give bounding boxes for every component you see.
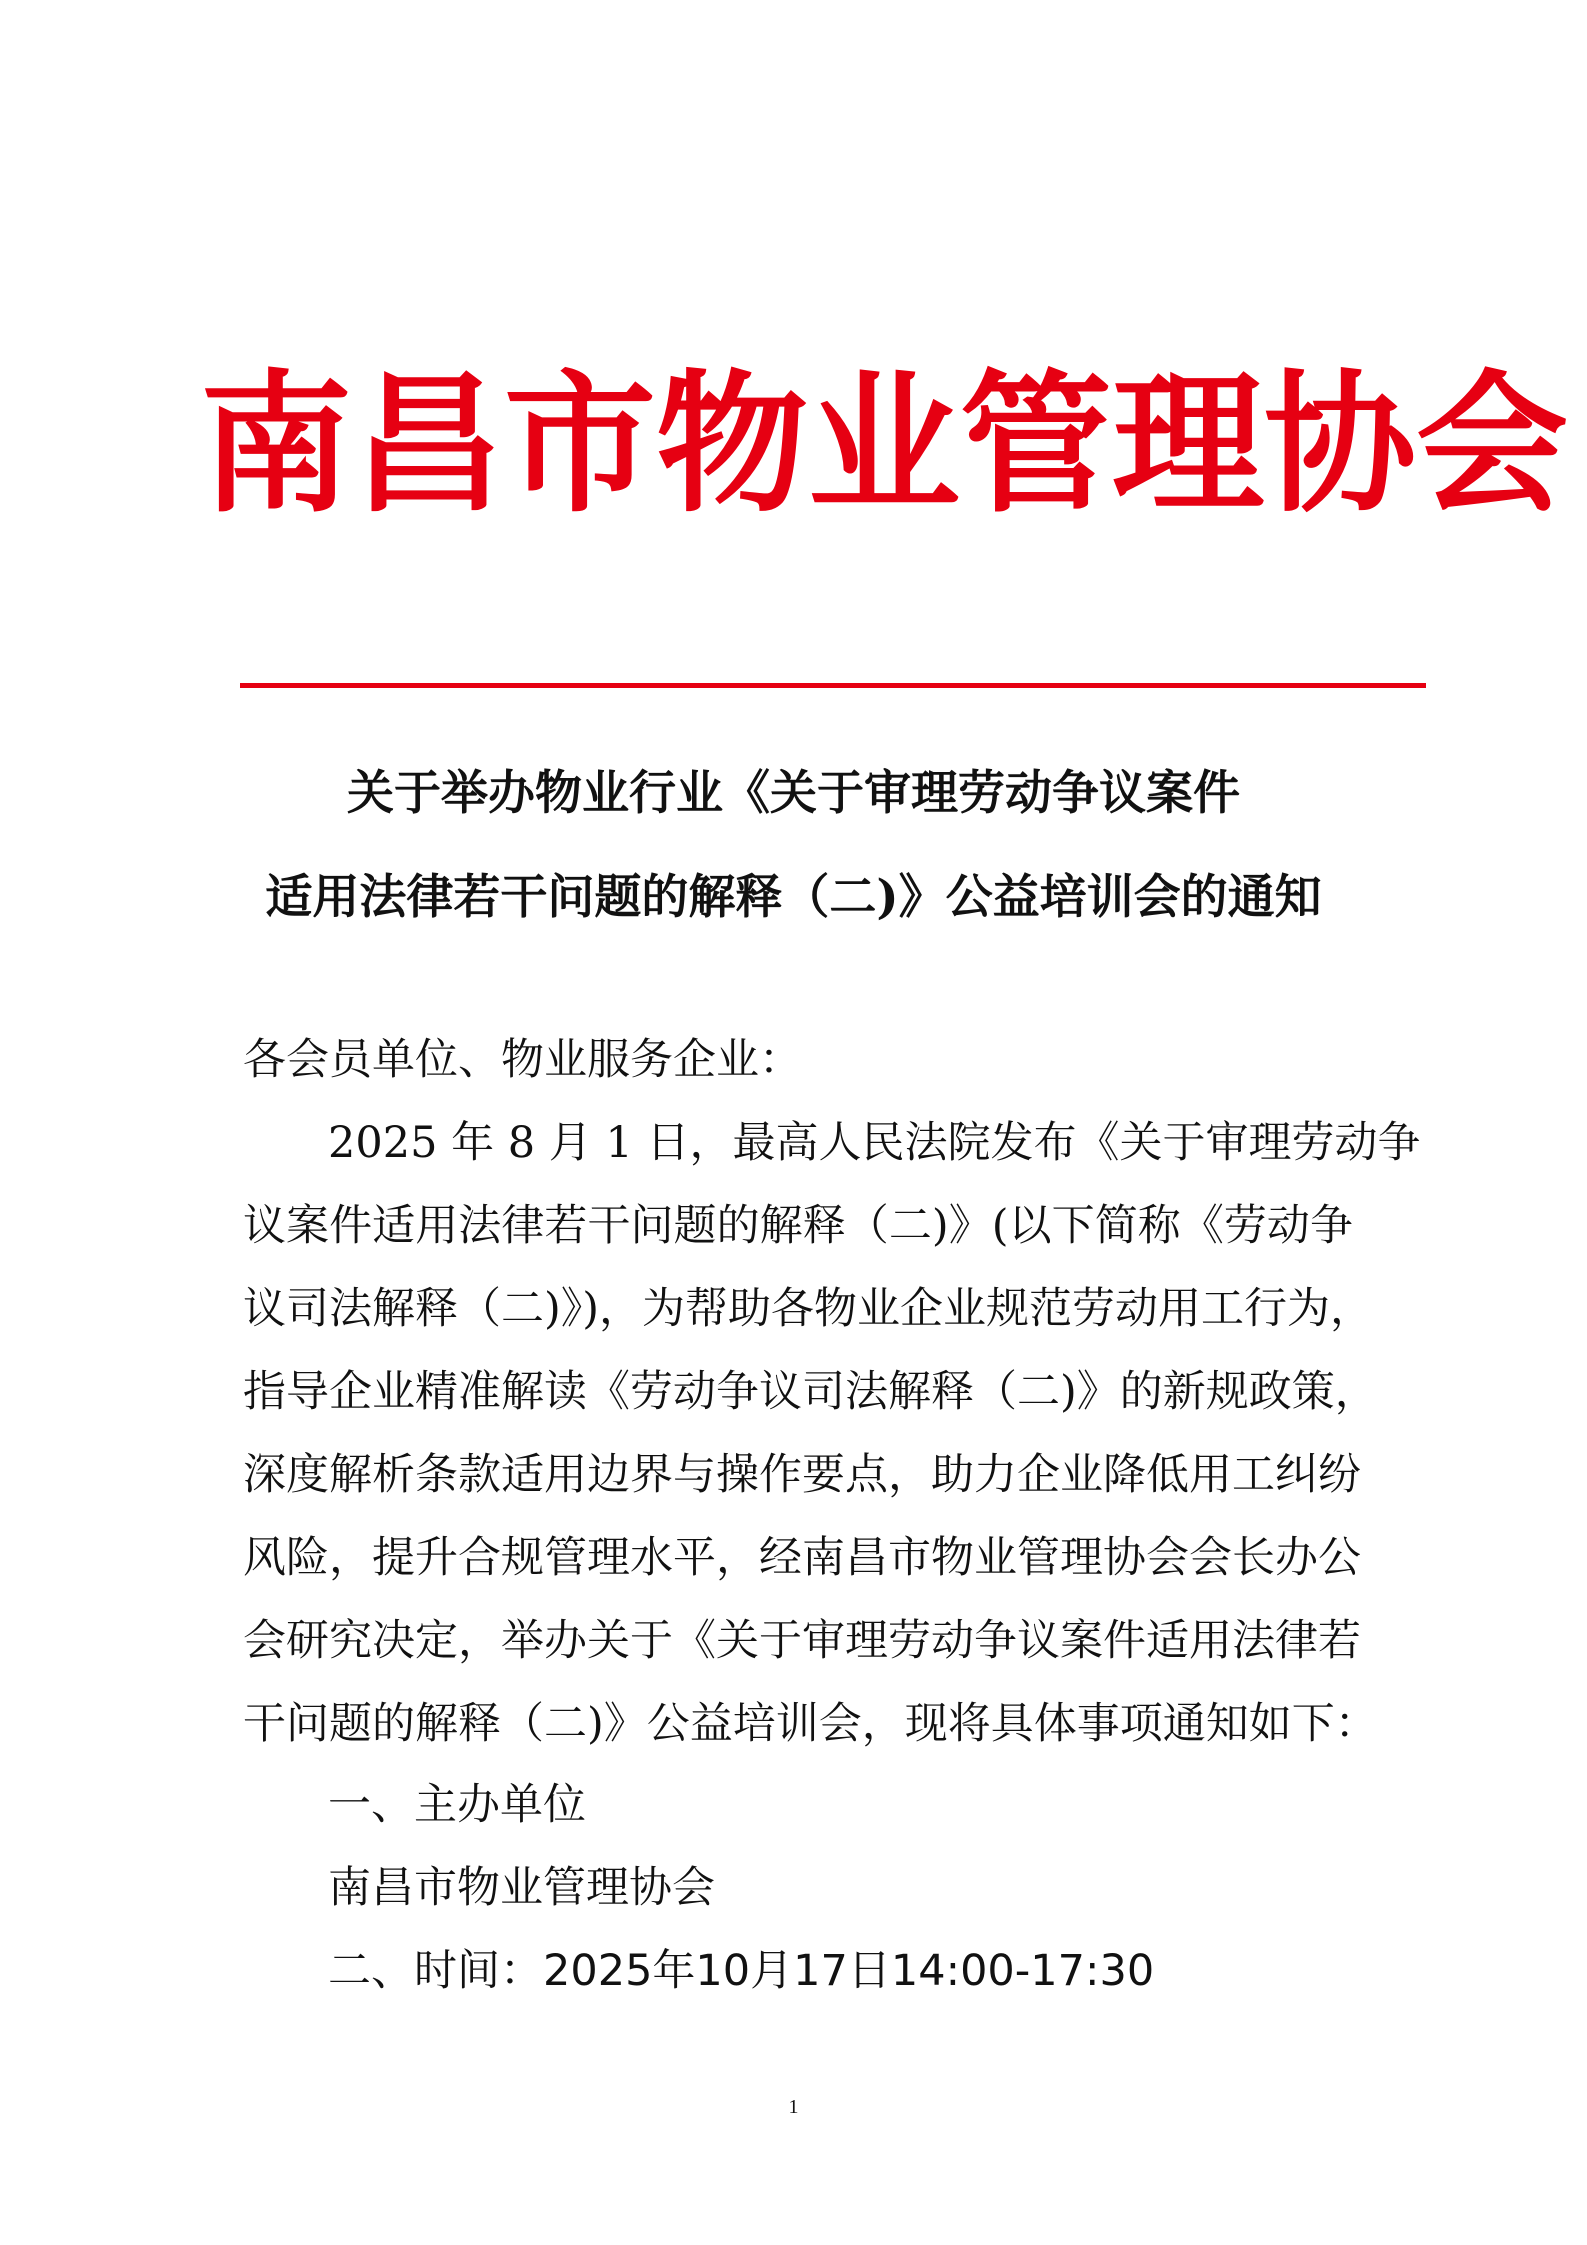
page-number: 1 [788, 2096, 799, 2118]
section-2-time: 二、时间：2025年10月17日14:00-17:30 [328, 1946, 1155, 1996]
paragraph-line: 议案件适用法律若干问题的解释（二)》(以下简称《劳动争 [243, 1201, 1353, 1251]
section-1-content: 南昌市物业管理协会 [328, 1863, 715, 1913]
paragraph-line: 干问题的解释（二)》公益培训会，现将具体事项通知如下： [243, 1699, 1378, 1749]
paragraph-line: 指导企业精准解读《劳动争议司法解释（二)》的新规政策， [243, 1367, 1378, 1417]
org-char: 管 [960, 356, 1112, 533]
org-char: 协 [1264, 356, 1416, 533]
paragraph-line: 会研究决定，举办关于《关于审理劳动争议案件适用法律若 [243, 1616, 1361, 1666]
section-1-heading: 一、主办单位 [328, 1780, 586, 1830]
document-title-line-2: 适用法律若干问题的解释（二)》公益培训会的通知 [265, 870, 1322, 925]
paragraph-line: 风险，提升合规管理水平，经南昌市物业管理协会会长办公 [243, 1533, 1361, 1583]
organization-header [200, 345, 1568, 545]
org-char: 南 [200, 356, 352, 533]
org-char: 物 [656, 356, 808, 533]
paragraph-line: 深度解析条款适用边界与操作要点，助力企业降低用工纠纷 [243, 1450, 1361, 1500]
salutation: 各会员单位、物业服务企业： [243, 1035, 802, 1085]
header-divider [240, 683, 1426, 688]
org-char: 昌 [352, 356, 504, 533]
org-char: 业 [808, 356, 960, 533]
document-title-line-1: 关于举办物业行业《关于审理劳动争议案件 [347, 766, 1240, 821]
paragraph-line: 议司法解释（二)》)，为帮助各物业企业规范劳动用工行为， [243, 1284, 1374, 1334]
org-char: 会 [1416, 356, 1568, 533]
org-char: 市 [504, 356, 656, 533]
org-char: 理 [1112, 356, 1264, 533]
paragraph-line: 2025 年 8 月 1 日，最高人民法院发布《关于审理劳动争 [328, 1118, 1421, 1168]
